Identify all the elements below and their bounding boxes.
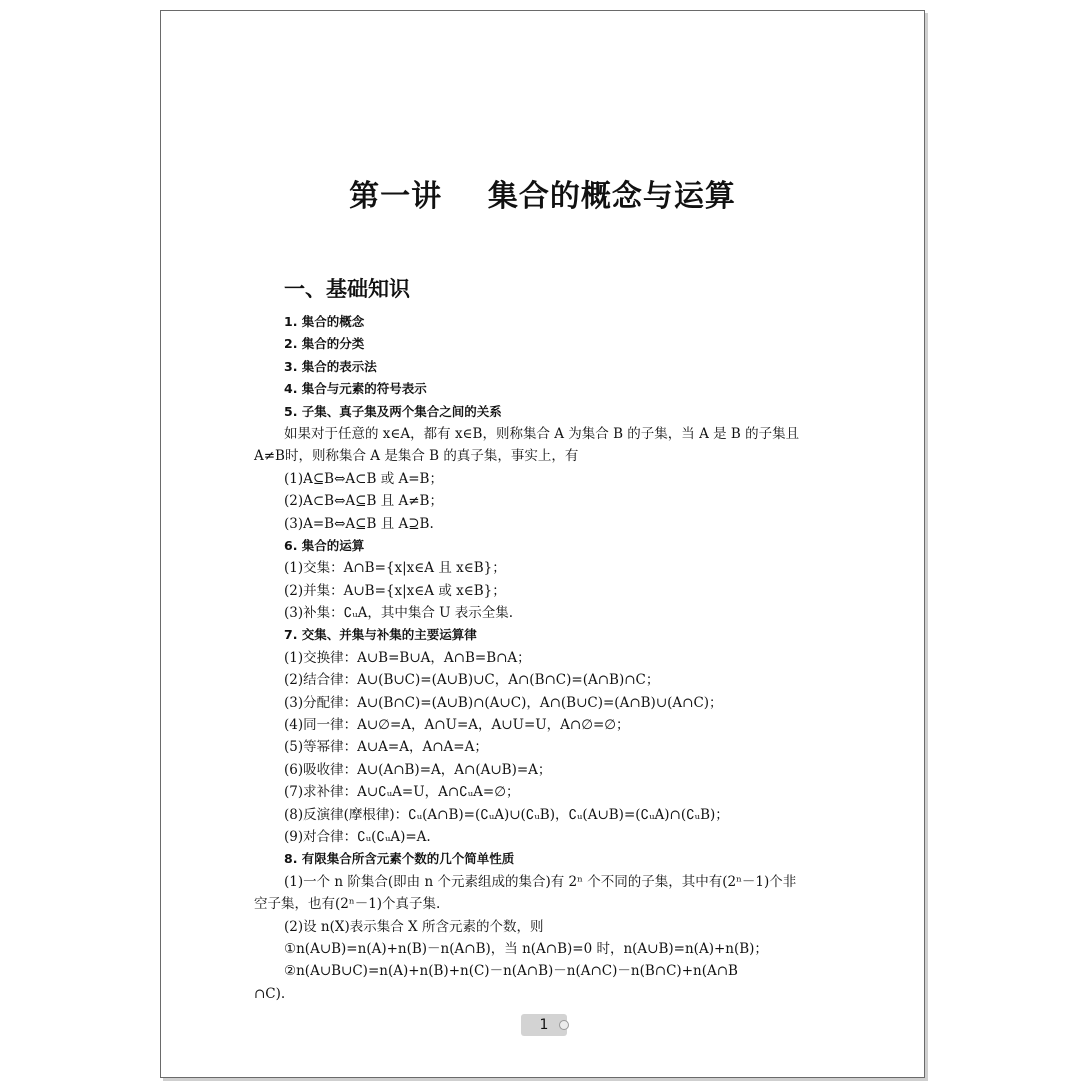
page-number: 1 (521, 1014, 567, 1036)
body-line: (2)设 n(X)表示集合 X 所含元素的个数，则 (284, 918, 544, 935)
body-line: (3)分配律：A∪(B∩C)=(A∪B)∩(A∪C)，A∩(B∪C)=(A∩B)∪(A∩C)； (284, 694, 723, 711)
body-line: ②n(A∪B∪C)=n(A)+n(B)+n(C)－n(A∩B)－n(A∩C)－n(B∩C)+n(A∩B (284, 963, 738, 980)
body-line: (3)补集：∁ᵤA，其中集合 U 表示全集. (284, 605, 514, 622)
subsection-heading: 2. 集合的分类 (284, 336, 365, 352)
body-line: (2)并集：A∪B={x|x∈A 或 x∈B}； (284, 582, 506, 599)
body-line: (1)一个 n 阶集合(即由 n 个元素组成的集合)有 2ⁿ 个不同的子集，其中有(2ⁿ－1)个非 (284, 873, 797, 890)
page-number-decoration-icon (559, 1020, 569, 1030)
body-line: (1)交换律：A∪B=B∪A，A∩B=B∩A； (284, 649, 531, 666)
section-heading: 一、基础知识 (284, 277, 410, 301)
subsection-heading: 3. 集合的表示法 (284, 358, 377, 374)
body-line: (4)同一律：A∪∅=A，A∩U=A，A∪U=U，A∩∅=∅； (284, 717, 630, 734)
body-line: (2)结合律：A∪(B∪C)=(A∪B)∪C，A∩(B∩C)=(A∩B)∩C； (284, 672, 660, 689)
body-line: (6)吸收律：A∪(A∩B)=A，A∩(A∪B)=A； (284, 761, 552, 778)
body-line: (7)求补律：A∪∁ᵤA=U，A∩∁ᵤA=∅； (284, 784, 520, 801)
body-line: ∩C). (254, 985, 286, 1002)
subsection-heading: 4. 集合与元素的符号表示 (284, 381, 427, 397)
body-line: (8)反演律(摩根律)：∁ᵤ(A∩B)=(∁ᵤA)∪(∁ᵤB)，∁ᵤ(A∪B)=(∁ᵤA)∩(∁ᵤB)； (284, 806, 729, 823)
body-line: 如果对于任意的 x∈A，都有 x∈B，则称集合 A 为集合 B 的子集，当 A 是 B 的子集且 (284, 425, 800, 442)
page-title: 第一讲 集合的概念与运算 (349, 179, 736, 214)
body-line: (1)A⊆B⇔A⊂B 或 A=B； (284, 470, 443, 487)
subsection-heading: 1. 集合的概念 (284, 314, 365, 329)
body-line: (2)A⊂B⇔A⊆B 且 A≠B； (284, 493, 443, 510)
body-line: ①n(A∪B)=n(A)+n(B)－n(A∩B)，当 n(A∩B)=0 时，n(A∪B)=n(A)+n(B)； (284, 940, 768, 957)
subsection-heading: 8. 有限集合所含元素个数的几个简单性质 (284, 851, 515, 867)
body-line: (1)交集：A∩B={x|x∈A 且 x∈B}； (284, 560, 506, 577)
subsection-heading: 7. 交集、并集与补集的主要运算律 (284, 627, 477, 643)
body-line: 空子集，也有(2ⁿ－1)个真子集. (254, 896, 441, 913)
page-body (254, 311, 839, 1005)
body-line: (5)等幂律：A∪A=A，A∩A=A； (284, 739, 488, 756)
subsection-heading: 5. 子集、真子集及两个集合之间的关系 (284, 403, 502, 419)
body-line: A≠B时，则称集合 A 是集合 B 的真子集，事实上，有 (254, 448, 579, 465)
document-page (160, 10, 925, 1078)
body-line: (3)A=B⇔A⊆B 且 A⊇B. (284, 515, 434, 532)
subsection-heading: 6. 集合的运算 (284, 537, 365, 553)
body-line: (9)对合律：∁ᵤ(∁ᵤA)=A. (284, 828, 431, 845)
